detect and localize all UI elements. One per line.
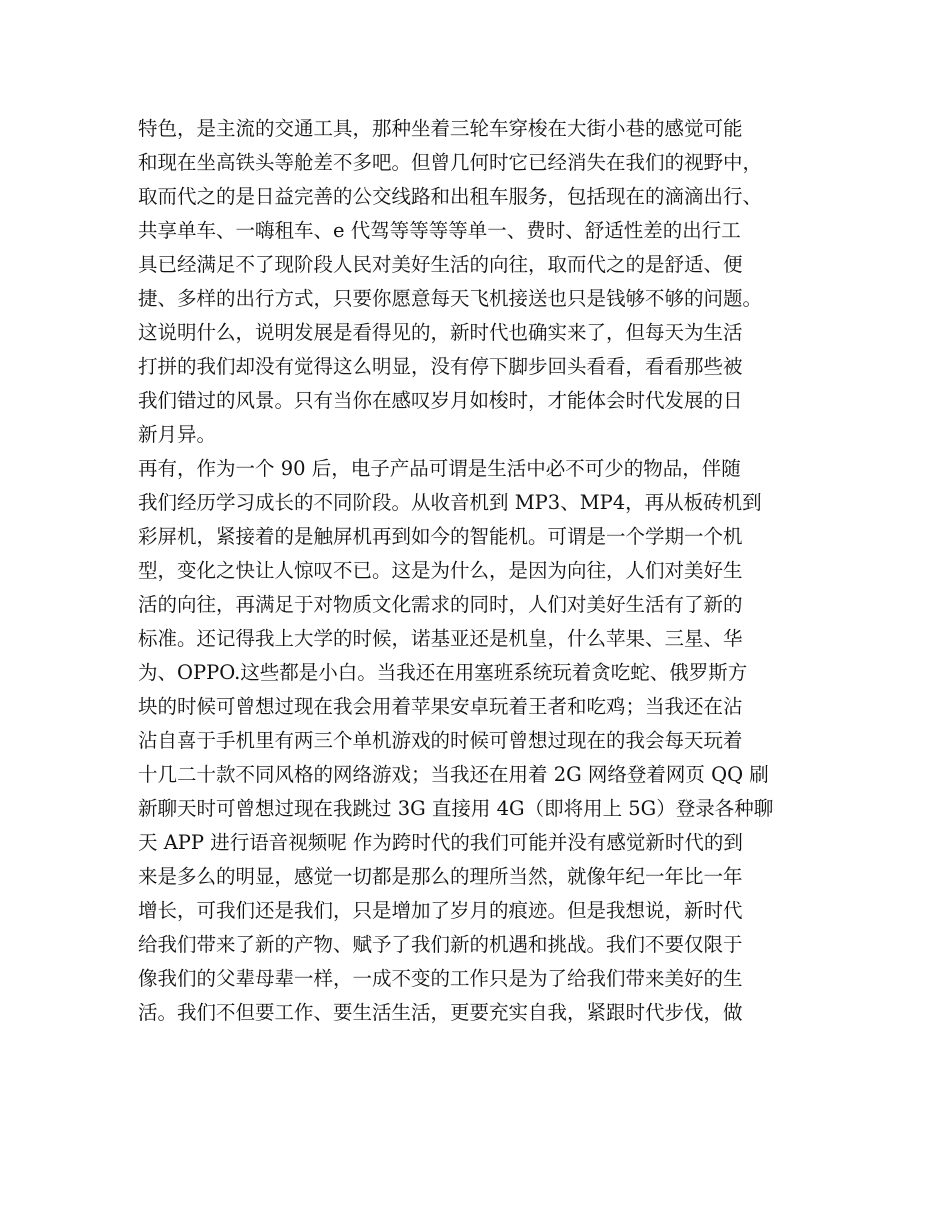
text-line: 块的时候可曾想过现在我会用着苹果安卓玩着王者和吃鸡；当我还在沾 xyxy=(138,695,743,718)
text-line: 增长，可我们还是我们，只是增加了岁月的痕迹。但是我想说，新时代 xyxy=(138,899,743,922)
text-line: 捷、多样的出行方式，只要你愿意每天飞机接送也只是钱够不够的问题。 xyxy=(138,287,763,310)
text-line: 取而代之的是日益完善的公交线路和出租车服务，包括现在的滴滴出行、 xyxy=(138,185,763,208)
text-line: 具已经满足不了现阶段人民对美好生活的向往，取而代之的是舒适、便 xyxy=(138,253,743,276)
text-line: 天 APP 进行语音视频呢 作为跨时代的我们可能并没有感觉新时代的到 xyxy=(138,831,743,854)
text-line: 沾自喜于手机里有两三个单机游戏的时候可曾想过现在的我会每天玩着 xyxy=(138,729,743,752)
text-line: 活的向往，再满足于对物质文化需求的同时，人们对美好生活有了新的 xyxy=(138,593,743,616)
text-line: 活。我们不但要工作、要生活生活，更要充实自我，紧跟时代步伐，做 xyxy=(138,1001,743,1024)
text-line: 像我们的父辈母辈一样，一成不变的工作只是为了给我们带来美好的生 xyxy=(138,967,743,990)
text-line: 再有，作为一个 90 后，电子产品可谓是生活中必不可少的物品，伴随 xyxy=(138,457,741,480)
text-line: 打拼的我们却没有觉得这么明显，没有停下脚步回头看看，看看那些被 xyxy=(138,355,743,378)
text-line: 我们错过的风景。只有当你在感叹岁月如梭时，才能体会时代发展的日 xyxy=(138,389,743,412)
text-line: 新月异。 xyxy=(138,423,217,446)
text-line: 和现在坐高铁头等舱差不多吧。但曾几何时它已经消失在我们的视野中， xyxy=(138,151,763,174)
text-line: 为、OPPO.这些都是小白。当我还在用塞班系统玩着贪吃蛇、俄罗斯方 xyxy=(138,661,748,684)
text-line: 标准。还记得我上大学的时候，诺基亚还是机皇，什么苹果、三星、华 xyxy=(138,627,743,650)
text-line: 十几二十款不同风格的网络游戏；当我还在用着 2G 网络登着网页 QQ 刷 xyxy=(138,763,769,786)
text-line: 彩屏机，紧接着的是触屏机再到如今的智能机。可谓是一个学期一个机 xyxy=(138,525,743,548)
text-line: 这说明什么，说明发展是看得见的，新时代也确实来了，但每天为生活 xyxy=(138,321,743,344)
text-line: 给我们带来了新的产物、赋予了我们新的机遇和挑战。我们不要仅限于 xyxy=(138,933,743,956)
text-line: 来是多么的明显，感觉一切都是那么的理所当然，就像年纪一年比一年 xyxy=(138,865,743,888)
text-line: 特色，是主流的交通工具，那种坐着三轮车穿梭在大街小巷的感觉可能 xyxy=(138,117,743,140)
text-line: 型，变化之快让人惊叹不已。这是为什么，是因为向往，人们对美好生 xyxy=(138,559,743,582)
text-line: 共享单车、一嗨租车、e 代驾等等等等单一、费时、舒适性差的出行工 xyxy=(138,219,741,242)
text-line: 我们经历学习成长的不同阶段。从收音机到 MP3、MP4，再从板砖机到 xyxy=(138,491,762,514)
text-line: 新聊天时可曾想过现在我跳过 3G 直接用 4G（即将用上 5G）登录各种聊 xyxy=(138,797,774,820)
body-text xyxy=(138,112,838,1030)
